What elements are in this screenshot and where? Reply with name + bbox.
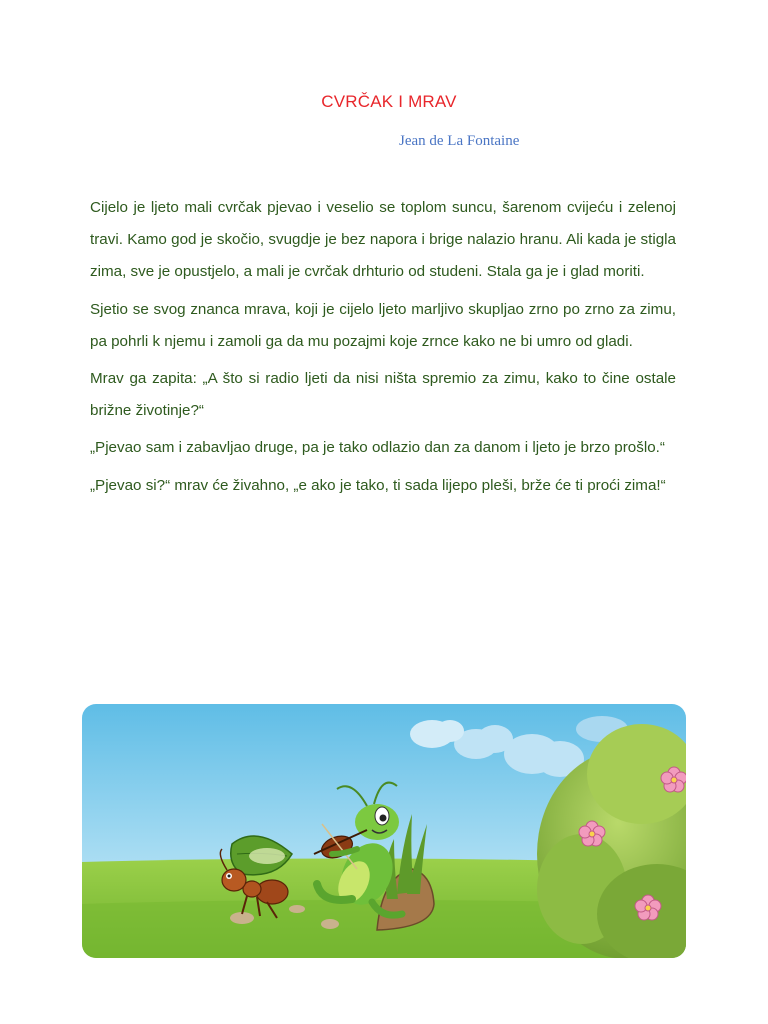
- story-title: CVRČAK I MRAV: [321, 92, 457, 111]
- paragraph: Mrav ga zapita: „A što si radio ljeti da nisi ništa spremio za zimu, kako to čine ostale brižne životinje?“: [90, 370, 676, 420]
- story-author: Jean de La Fontaine: [399, 133, 520, 149]
- story-illustration: [82, 704, 686, 958]
- paragraph: Sjetio se svog znanca mrava, koji je cijelo ljeto marljivo skupljao zrno po zrno za zimu, pa pohrli k njemu i zamoli ga da mu pozajmi koje zrnce kako ne bi umro od gladi.: [90, 300, 676, 350]
- paragraph: Cijelo je ljeto mali cvrčak pjevao i veselio se toplom suncu, šarenom cvijeću i zelenoj travi. Kamo god je skočio, svugdje je bez napora i brige nalazio hranu. Ali kada je stigla zima, sve je opustjelo, a mali je cvrčak drhturio od studeni. Stala ga je i glad moriti.: [90, 199, 676, 281]
- story-body: [90, 192, 676, 507]
- illustration-svg: [82, 704, 686, 958]
- paragraph: „Pjevao si?“ mrav će živahno, „e ako je tako, ti sada lijepo pleši, brže će ti proći zima!“: [90, 476, 666, 494]
- paragraph: „Pjevao sam i zabavljao druge, pa je tako odlazio dan za danom i ljeto je brzo prošlo.“: [90, 439, 665, 457]
